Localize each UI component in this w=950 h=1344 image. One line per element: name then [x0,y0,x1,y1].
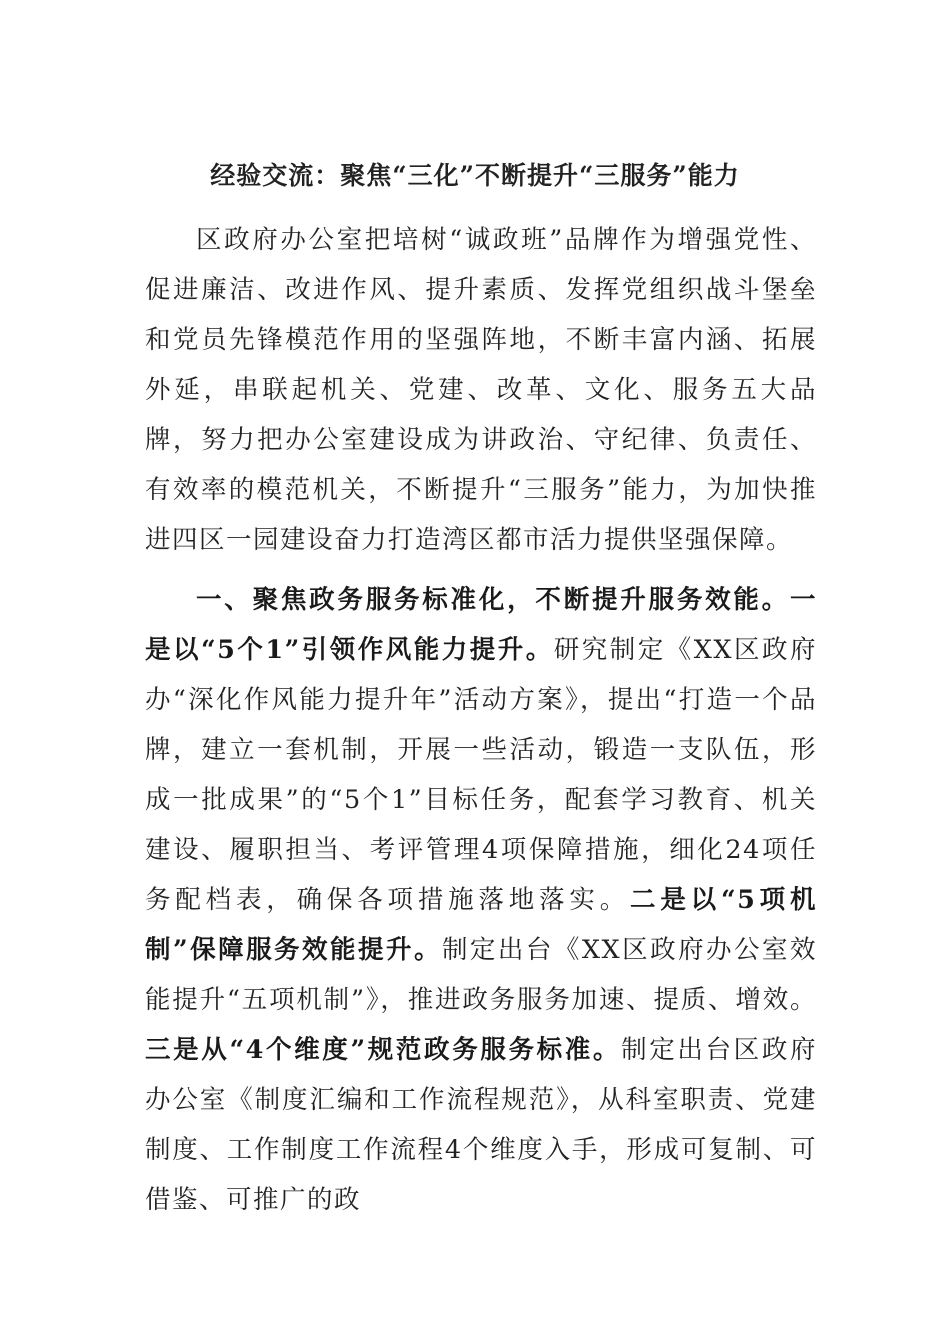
intro-paragraph: 区政府办公室把培树“诚政班”品牌作为增强党性、促进廉洁、改进作风、提升素质、发挥党组织战斗堡垒和党员先锋模范作用的坚强阵地，不断丰富内涵、拓展外延，串联起机关、党建、改革、文化、服务五大品牌，努力把办公室建设成为讲政治、守纪律、负责任、有效率的模范机关，不断提升“三服务”能力，为加快推进四区一园建设奋力打造湾区都市活力提供坚强保障。 [145,225,817,555]
section-1-paragraph [145,575,817,1225]
point-1-heading: 一是以“5个1”引领作风能力提升。 [145,585,817,665]
document-title: 经验交流：聚焦“三化”不断提升“三服务”能力 [210,161,740,190]
point-2-text: 制定出台《XX区政府办公室效能提升“五项机制”》，推进政务服务加速、提质、增效。 [145,935,817,1015]
section-1-heading: 一、聚焦政务服务标准化，不断提升服务效能。 [196,585,790,615]
point-3-text: 制定出台区政府办公室《制度汇编和工作流程规范》，从科室职责、党建制度、工作制度工作流程4个维度入手，形成可复制、可借鉴、可推广的政 [145,1035,817,1215]
point-3-heading: 三是从“4个维度”规范政务服务标准。 [145,1035,622,1065]
point-2-heading: 二是以“5项机制”保障服务效能提升。 [145,885,817,965]
point-1-text: 研究制定《XX区政府办“深化作风能力提升年”活动方案》，提出“打造一个品牌，建立一套机制，开展一些活动，锻造一支队伍，形成一批成果”的“5个1”目标任务，配套学习教育、机关建设、履职担当、考评管理4项保障措施，细化24项任务配档表，确保各项措施落地落实。 [145,635,817,915]
